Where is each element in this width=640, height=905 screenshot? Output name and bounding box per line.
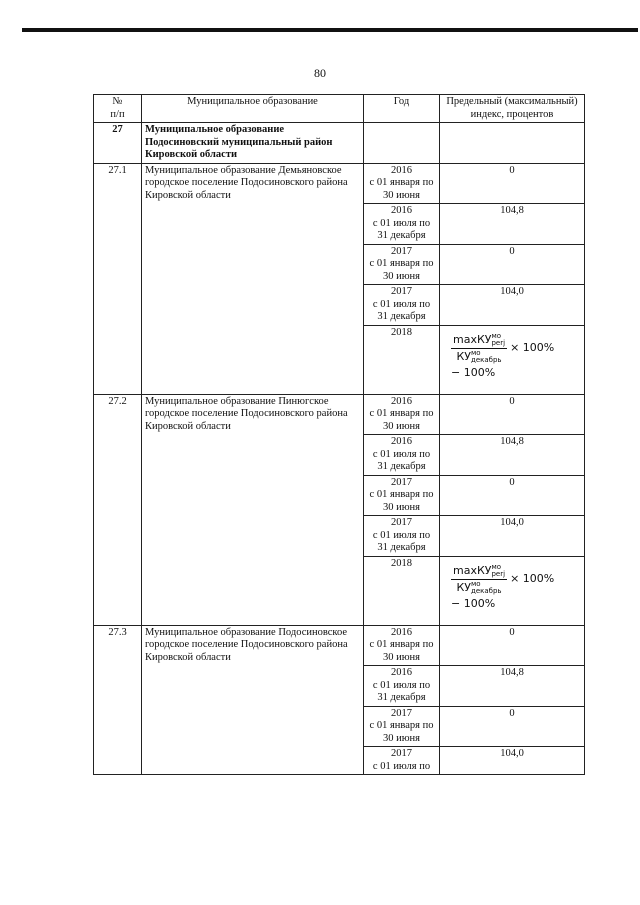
top-rule — [22, 28, 638, 32]
year-value: 2018 — [391, 557, 412, 569]
formula-num-text: maxКУ — [453, 563, 492, 577]
section-year-cell — [364, 123, 440, 164]
index-value: 104,8 — [500, 436, 524, 447]
period-text: с 01 января по 30 июня — [369, 408, 434, 432]
index-cell — [440, 325, 585, 394]
formula-num-index — [491, 333, 505, 347]
formula-num-sub: perj — [491, 338, 506, 347]
formula-denominator — [451, 349, 507, 364]
year-cell — [364, 394, 440, 435]
period-text: с 01 июля по 31 декабря — [372, 217, 431, 241]
period-text: с 01 июля по — [372, 760, 431, 772]
group-municipality: Муниципальное образование Пинюгское городское поселение Подосиновского района Кировской области — [142, 394, 364, 625]
formula-fraction — [451, 333, 507, 364]
period-text: с 01 января по 30 июня — [369, 639, 434, 663]
index-value: 0 — [509, 476, 515, 488]
formula-den-index — [471, 581, 502, 595]
year-value: 2016 — [391, 205, 412, 216]
year-value: 2017 — [391, 517, 412, 528]
index-value: 0 — [509, 395, 515, 407]
year-value: 2016 — [391, 667, 412, 678]
formula-num-index — [491, 564, 505, 578]
index-value: 104,8 — [500, 667, 524, 678]
section-index-cell — [440, 123, 585, 164]
formula-fraction — [451, 564, 507, 595]
year-cell — [364, 204, 440, 245]
formula-den-sup: мо — [471, 579, 481, 588]
formula-minus: − 100% — [451, 596, 496, 610]
formula-numerator — [451, 333, 507, 349]
header-index: Предельный (максимальный) индекс, процентов — [440, 95, 585, 123]
year-cell — [364, 516, 440, 557]
formula-num-sub: perj — [491, 569, 506, 578]
year-cell — [364, 163, 440, 204]
year-value: 2016 — [391, 436, 412, 447]
table-row — [94, 163, 585, 204]
period-text: с 01 января по 30 июня — [369, 720, 434, 744]
year-value: 2017 — [391, 476, 412, 488]
formula-den-sub: декабрь — [471, 586, 502, 595]
formula-den-sub: декабрь — [471, 355, 502, 364]
formula-den-sup: мо — [471, 348, 481, 357]
index-value: 0 — [509, 626, 515, 638]
group-num: 27.3 — [94, 625, 142, 775]
formula-times: × 100% — [510, 341, 555, 354]
formula-minus: − 100% — [451, 365, 496, 379]
period-text: с 01 июля по 31 декабря — [372, 448, 431, 472]
period-text: с 01 июля по 31 декабря — [372, 298, 431, 322]
header-row — [94, 95, 585, 123]
formula-den-index — [471, 350, 502, 364]
index-value: 104,0 — [500, 286, 524, 297]
year-value: 2018 — [391, 326, 412, 338]
index-value: 104,8 — [500, 205, 524, 216]
year-value: 2017 — [391, 245, 412, 257]
year-cell — [364, 747, 440, 775]
period-text: с 01 января по 30 июня — [369, 489, 434, 513]
year-value: 2016 — [391, 626, 412, 638]
formula — [443, 327, 581, 380]
year-value: 2016 — [391, 164, 412, 176]
formula-num-sup: мо — [491, 562, 502, 571]
table-row — [94, 625, 585, 666]
header-year: Год — [364, 95, 440, 123]
section-title: Муниципальное образование Подосиновский муниципальный район Кировской области — [142, 123, 364, 164]
period-text: с 01 июля по 31 декабря — [372, 679, 431, 703]
year-cell — [364, 556, 440, 625]
group-num: 27.1 — [94, 163, 142, 394]
table-row — [94, 394, 585, 435]
section-row — [94, 123, 585, 164]
period-text: с 01 января по 30 июня — [369, 258, 434, 282]
year-cell — [364, 285, 440, 326]
group-municipality: Муниципальное образование Подосиновское городское поселение Подосиновского района Кировской области — [142, 625, 364, 775]
index-cell — [440, 394, 585, 435]
index-cell — [440, 747, 585, 775]
index-value: 0 — [509, 245, 515, 257]
formula-num-sup: мо — [491, 331, 502, 340]
index-cell — [440, 285, 585, 326]
index-cell — [440, 516, 585, 557]
index-value: 104,0 — [500, 517, 524, 528]
period-text: с 01 января по 30 июня — [369, 177, 434, 201]
year-cell — [364, 666, 440, 707]
index-cell — [440, 625, 585, 666]
index-cell — [440, 204, 585, 245]
index-value: 0 — [509, 707, 515, 719]
year-cell — [364, 475, 440, 516]
index-cell — [440, 666, 585, 707]
index-value: 104,0 — [500, 748, 524, 759]
period-text: с 01 июля по 31 декабря — [372, 529, 431, 553]
formula-den-text: КУ — [456, 580, 471, 594]
index-cell — [440, 475, 585, 516]
header-num: № п/п — [94, 95, 142, 123]
year-cell — [364, 435, 440, 476]
index-cell — [440, 556, 585, 625]
formula — [443, 558, 581, 611]
formula-times: × 100% — [510, 572, 555, 585]
index-table — [93, 94, 585, 775]
year-cell — [364, 325, 440, 394]
index-cell — [440, 435, 585, 476]
formula-den-text: КУ — [456, 349, 471, 363]
year-cell — [364, 706, 440, 747]
index-cell — [440, 163, 585, 204]
group-municipality: Муниципальное образование Демьяновское городское поселение Подосиновского района Кировской области — [142, 163, 364, 394]
index-cell — [440, 244, 585, 285]
header-municipality: Муниципальное образование — [142, 95, 364, 123]
year-value: 2017 — [391, 748, 412, 759]
page-number: 80 — [314, 66, 326, 80]
year-value: 2017 — [391, 707, 412, 719]
year-value: 2016 — [391, 395, 412, 407]
formula-num-text: maxКУ — [453, 332, 492, 346]
formula-numerator — [451, 564, 507, 580]
formula-denominator — [451, 580, 507, 595]
index-cell — [440, 706, 585, 747]
year-cell — [364, 244, 440, 285]
group-num: 27.2 — [94, 394, 142, 625]
index-value: 0 — [509, 164, 515, 176]
section-num: 27 — [94, 123, 142, 164]
year-cell — [364, 625, 440, 666]
year-value: 2017 — [391, 286, 412, 297]
